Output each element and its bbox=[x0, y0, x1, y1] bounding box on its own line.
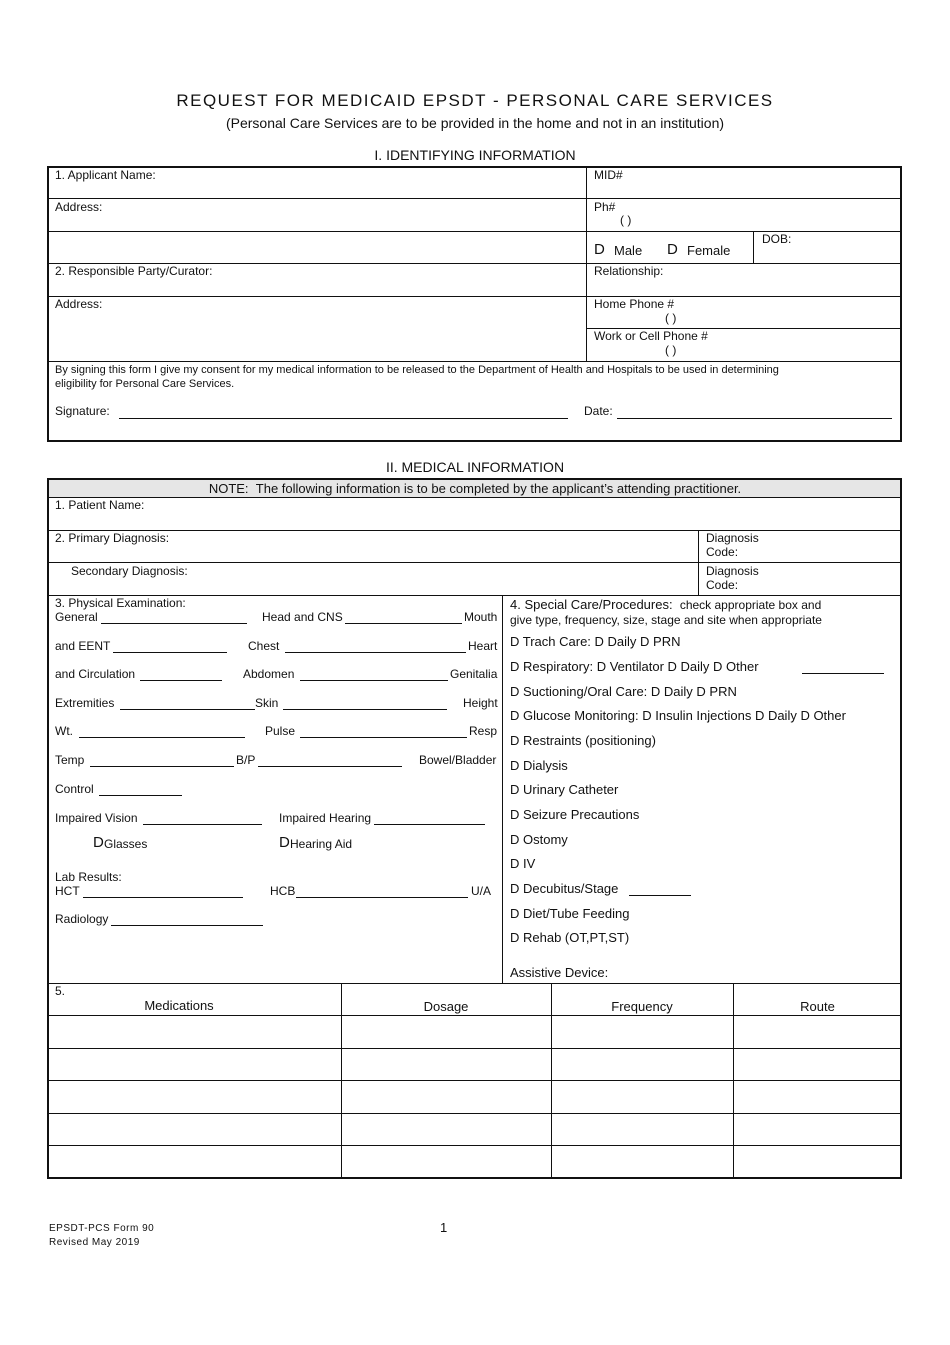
impaired-hearing-line[interactable] bbox=[374, 824, 485, 825]
resp-label: Resp bbox=[469, 724, 498, 738]
home-phone-label: Home Phone # bbox=[594, 297, 675, 311]
impaired-vision-line[interactable] bbox=[143, 824, 262, 825]
physical-exam-heading: 3. Physical Examination: bbox=[55, 596, 186, 610]
identifying-info-box bbox=[47, 166, 902, 442]
special-care-item[interactable]: D Restraints (positioning) bbox=[510, 733, 656, 748]
head-cns-line[interactable] bbox=[345, 623, 462, 624]
frequency-header: Frequency bbox=[611, 999, 673, 1014]
responsible-address-label: Address: bbox=[55, 297, 103, 311]
glasses-checkbox[interactable]: D bbox=[93, 834, 104, 851]
special-care-heading-b: check appropriate box and bbox=[679, 598, 822, 612]
primary-diagnosis-label: 2. Primary Diagnosis: bbox=[55, 531, 170, 545]
pulse-label: Pulse bbox=[265, 724, 296, 738]
special-care-item[interactable]: D Decubitus/Stage bbox=[510, 881, 619, 896]
date-label: Date: bbox=[584, 404, 613, 418]
hearing-aid-checkbox[interactable]: D bbox=[279, 834, 290, 851]
special-care-item[interactable]: D Ostomy bbox=[510, 832, 568, 847]
temp-line[interactable] bbox=[90, 766, 234, 767]
skin-label: Skin bbox=[255, 696, 279, 710]
eent-line[interactable] bbox=[113, 652, 227, 653]
special-care-item[interactable]: D Suctioning/Oral Care: D Daily D PRN bbox=[510, 684, 737, 699]
general-line[interactable] bbox=[101, 623, 247, 624]
special-care-heading-line2: give type, frequency, size, stage and site when appropriate bbox=[510, 613, 822, 627]
skin-line[interactable] bbox=[283, 709, 447, 710]
date-line[interactable] bbox=[617, 418, 892, 419]
special-care-item[interactable]: D Rehab (OT,PT,ST) bbox=[510, 930, 630, 945]
dob-label: DOB: bbox=[762, 232, 792, 246]
extremities-label: Extremities bbox=[55, 696, 115, 710]
special-care-item[interactable]: D IV bbox=[510, 856, 536, 871]
hct-label: HCT bbox=[55, 884, 80, 898]
table-row[interactable] bbox=[49, 1016, 900, 1047]
note-label: NOTE: bbox=[208, 481, 249, 496]
special-care-item[interactable]: D Dialysis bbox=[510, 758, 568, 773]
lab-results-label: Lab Results: bbox=[55, 870, 122, 884]
phone-label: Ph# bbox=[594, 200, 616, 214]
table-row[interactable] bbox=[49, 1049, 900, 1080]
radiology-label: Radiology bbox=[55, 912, 109, 926]
decubitus-stage-line[interactable] bbox=[629, 895, 691, 896]
responsible-party-label: 2. Responsible Party/Curator: bbox=[55, 264, 213, 278]
special-care-item[interactable]: D Urinary Catheter bbox=[510, 782, 619, 797]
pulse-line[interactable] bbox=[300, 737, 467, 738]
medications-number: 5. bbox=[55, 984, 66, 998]
form-id: EPSDT-PCS Form 90 bbox=[49, 1223, 155, 1234]
relationship-label: Relationship: bbox=[594, 264, 664, 278]
form-title: REQUEST FOR MEDICAID EPSDT - PERSONAL CARE SERVICES bbox=[176, 91, 774, 110]
phone-area-code: ( ) bbox=[620, 213, 632, 227]
consent-text-line2: eligibility for Personal Care Services. bbox=[55, 378, 235, 390]
abdomen-label: Abdomen bbox=[243, 667, 295, 681]
height-label: Height bbox=[463, 696, 498, 710]
address-label: Address: bbox=[55, 200, 103, 214]
mouth-label: Mouth bbox=[464, 610, 498, 624]
signature-line[interactable] bbox=[119, 418, 568, 419]
diagnosis-code-1-label-a: Diagnosis bbox=[706, 531, 759, 545]
female-label: Female bbox=[687, 243, 731, 258]
male-checkbox[interactable]: D bbox=[594, 241, 605, 258]
weight-line[interactable] bbox=[79, 737, 245, 738]
table-row[interactable] bbox=[49, 1146, 900, 1177]
control-line[interactable] bbox=[99, 795, 182, 796]
female-checkbox[interactable]: D bbox=[667, 241, 678, 258]
work-phone-area-code: ( ) bbox=[665, 343, 677, 357]
table-row[interactable] bbox=[49, 1081, 900, 1112]
abdomen-line[interactable] bbox=[300, 680, 448, 681]
impaired-hearing-label: Impaired Hearing bbox=[279, 811, 372, 825]
special-care-item[interactable]: D Respiratory: D Ventilator D Daily D Other bbox=[510, 659, 759, 674]
consent-text-line1: By signing this form I give my consent for my medical information to be released to the Department of Health and Hospitals to be used in determining bbox=[55, 364, 779, 376]
ua-label: U/A bbox=[471, 884, 492, 898]
chest-label: Chest bbox=[248, 639, 280, 653]
special-care-heading-a: 4. Special Care/Procedures: bbox=[510, 597, 673, 612]
section-medical-heading: II. MEDICAL INFORMATION bbox=[385, 459, 565, 475]
applicant-name-label: 1. Applicant Name: bbox=[55, 168, 156, 182]
male-label: Male bbox=[614, 243, 643, 258]
bowel-bladder-label: Bowel/Bladder bbox=[419, 753, 497, 767]
chest-line[interactable] bbox=[285, 652, 466, 653]
special-care-item[interactable]: D Seizure Precautions bbox=[510, 807, 640, 822]
head-cns-label: Head and CNS bbox=[262, 610, 343, 624]
page-number: 1 bbox=[440, 1220, 448, 1235]
bp-label: B/P bbox=[236, 753, 256, 767]
route-header: Route bbox=[800, 999, 835, 1014]
diagnosis-code-2-label-a: Diagnosis bbox=[706, 564, 759, 578]
control-label: Control bbox=[55, 782, 94, 796]
revised-date: Revised May 2019 bbox=[49, 1237, 140, 1248]
respiratory-other-line[interactable] bbox=[802, 673, 884, 674]
extremities-line[interactable] bbox=[120, 709, 255, 710]
table-row[interactable] bbox=[49, 1114, 900, 1145]
note-text: The following information is to be completed by the applicant’s attending practitioner. bbox=[255, 481, 742, 496]
mid-label: MID# bbox=[594, 168, 623, 182]
note-row bbox=[0, 481, 950, 496]
medications-header: Medications bbox=[144, 998, 214, 1013]
hcb-line[interactable] bbox=[296, 897, 468, 898]
work-phone-label: Work or Cell Phone # bbox=[594, 329, 708, 343]
home-phone-area-code: ( ) bbox=[665, 311, 677, 325]
hct-line[interactable] bbox=[83, 897, 243, 898]
special-care-item[interactable]: D Trach Care: D Daily D PRN bbox=[510, 634, 681, 649]
circulation-label: and Circulation bbox=[55, 667, 136, 681]
eent-label: and EENT bbox=[55, 639, 111, 653]
signature-label: Signature: bbox=[55, 404, 110, 418]
special-care-item[interactable]: D Diet/Tube Feeding bbox=[510, 906, 630, 921]
weight-label: Wt. bbox=[55, 724, 73, 738]
special-care-heading bbox=[510, 597, 821, 613]
genitalia-label: Genitalia bbox=[450, 667, 498, 681]
hearing-aid-label: Hearing Aid bbox=[290, 837, 353, 851]
hcb-label: HCB bbox=[270, 884, 296, 898]
form-subtitle: (Personal Care Services are to be provided in the home and not in an institution) bbox=[225, 115, 725, 131]
patient-name-label: 1. Patient Name: bbox=[55, 498, 145, 512]
glasses-label: Glasses bbox=[104, 837, 148, 851]
impaired-vision-label: Impaired Vision bbox=[55, 811, 138, 825]
section-identifying-heading: I. IDENTIFYING INFORMATION bbox=[374, 147, 576, 163]
temp-label: Temp bbox=[55, 753, 85, 767]
assistive-device-label: Assistive Device: bbox=[510, 965, 609, 980]
secondary-diagnosis-label: Secondary Diagnosis: bbox=[71, 564, 188, 578]
general-label: General bbox=[55, 610, 98, 624]
radiology-line[interactable] bbox=[111, 925, 263, 926]
special-care-item[interactable]: D Glucose Monitoring: D Insulin Injections D Daily D Other bbox=[510, 708, 846, 723]
diagnosis-code-2-label-b: Code: bbox=[706, 578, 739, 592]
heart-label: Heart bbox=[468, 639, 498, 653]
dosage-header: Dosage bbox=[423, 999, 469, 1014]
circulation-line[interactable] bbox=[140, 680, 222, 681]
diagnosis-code-1-label-b: Code: bbox=[706, 545, 739, 559]
bp-line[interactable] bbox=[258, 766, 402, 767]
